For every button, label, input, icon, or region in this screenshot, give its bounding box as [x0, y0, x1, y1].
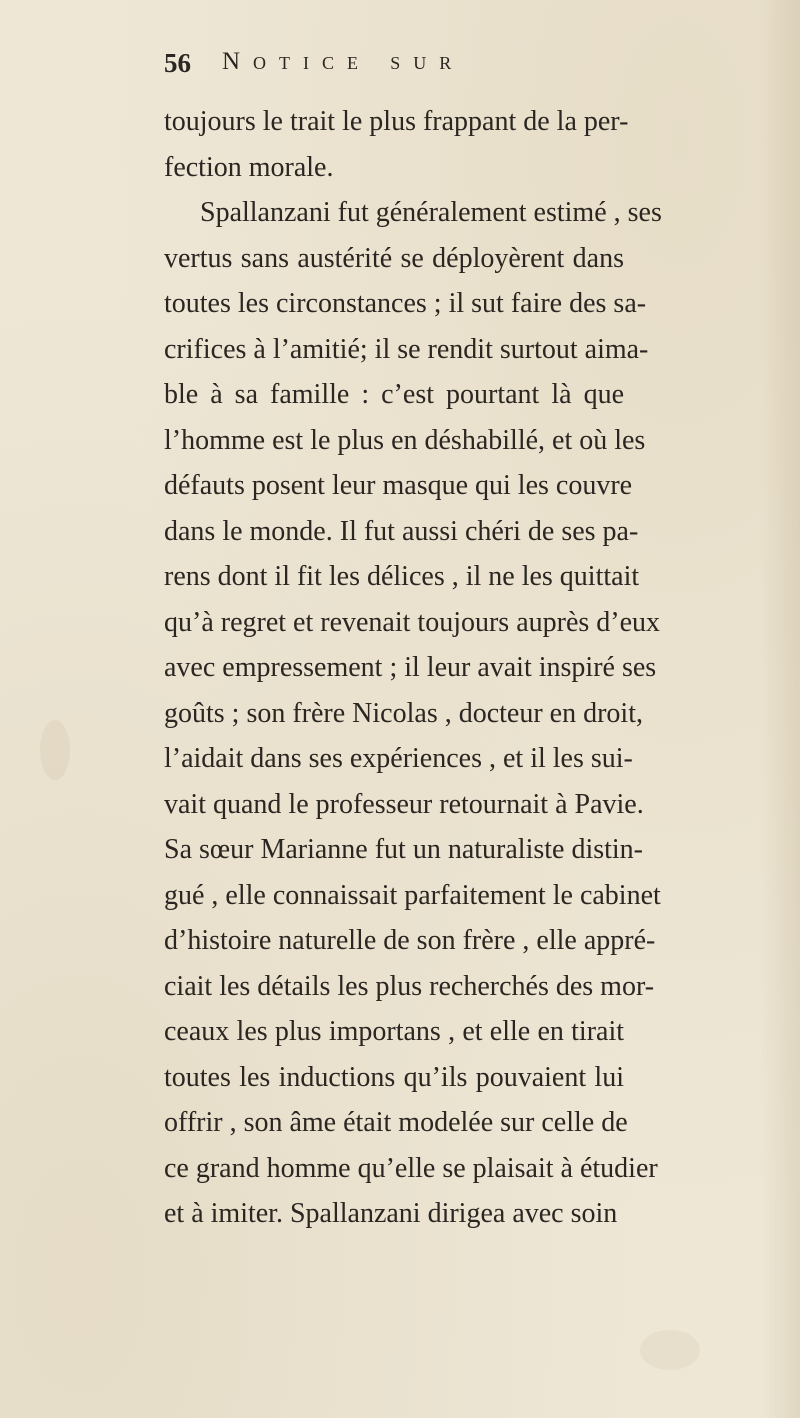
text-line: ceaux les plus importans , et elle en tirait [164, 1016, 624, 1047]
text-line: crifices à l’amitié; il se rendit surtout aima- [164, 333, 649, 365]
text-line: vait quand le professeur retournait à Pavie. [164, 788, 644, 820]
paper-stain [640, 1330, 700, 1370]
text-line: avec empressement ; il leur avait inspiré ses [164, 652, 657, 683]
text-line: toujours le trait le plus frappant de la per- [164, 106, 629, 137]
body-text [164, 99, 662, 1237]
text-line: offrir , son âme était modelée sur celle de [164, 1107, 628, 1138]
text-line: qu’à regret et revenait toujours auprès d’eux [164, 606, 661, 638]
text-line: défauts posent leur masque qui les couvre [164, 470, 633, 501]
text-line: fection morale. [164, 151, 334, 183]
text-line: ble à sa famille : c’est pourtant là que [164, 379, 624, 410]
page-edge-shadow [760, 0, 800, 1418]
paper-stain [40, 720, 70, 780]
page-header [164, 48, 624, 88]
text-line: et à imiter. Spallanzani dirigea avec soin [164, 1198, 618, 1229]
text-line: gué , elle connaissait parfaitement le cabinet [164, 879, 661, 911]
text-line: toutes les inductions qu’ils pouvaient lui [164, 1061, 624, 1093]
text-line: vertus sans austérité se déployèrent dans [164, 242, 624, 274]
text-line: toutes les circonstances ; il sut faire des sa- [164, 288, 647, 319]
text-line: l’aidait dans ses expériences , et il les sui- [164, 743, 633, 774]
text-line: l’homme est le plus en déshabillé, et où les [164, 424, 646, 456]
text-line: goûts ; son frère Nicolas , docteur en droit, [164, 697, 643, 729]
text-line: dans le monde. Il fut aussi chéri de ses pa- [164, 515, 639, 547]
text-line: rens dont il fit les délices , il ne les quittait [164, 561, 640, 592]
text-line: d’histoire naturelle de son frère , elle appré- [164, 925, 656, 956]
text-line: Spallanzani fut généralement estimé , ses [200, 197, 662, 228]
page-number: 56 [164, 48, 191, 78]
running-head: Notice sur [222, 48, 465, 75]
text-line: ciait les détails les plus recherchés des mor- [164, 970, 655, 1002]
text-line: Sa sœur Marianne fut un naturaliste distin- [164, 834, 644, 865]
text-line: ce grand homme qu’elle se plaisait à étudier [164, 1152, 658, 1184]
